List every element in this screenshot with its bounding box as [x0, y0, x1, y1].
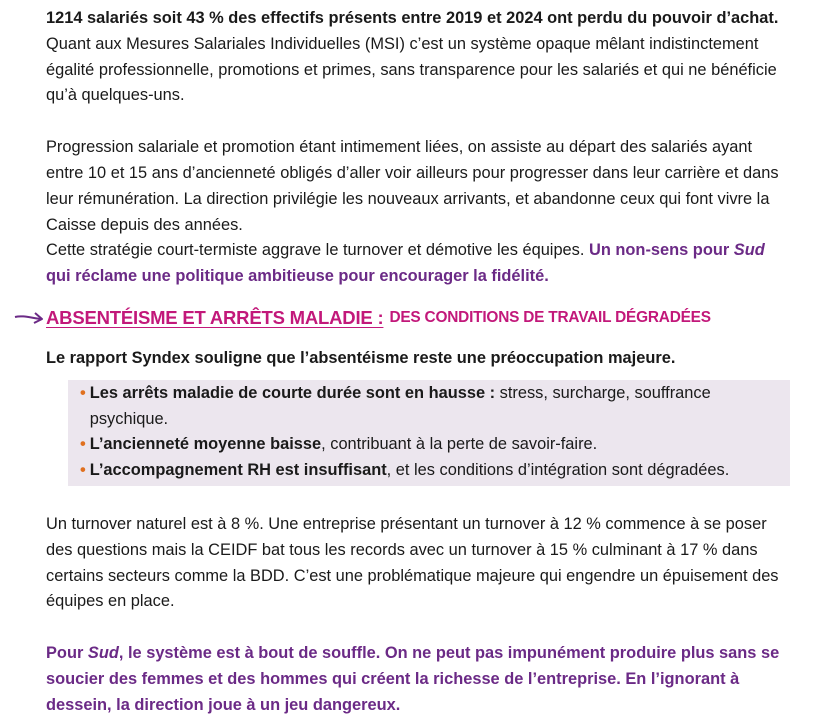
- bullet-icon: •: [80, 383, 86, 402]
- bullet-icon: •: [80, 461, 86, 480]
- bullet-icon: •: [80, 435, 86, 454]
- progression-text: Progression salariale et promotion étant intimement liées, on assiste au départ des salariés ayant entre 10 et 15 ans d’ancienneté obligés d’aller voir ailleurs pour progresser dans leur carrière et dans leur rémunération. La direction privilégie les nouveaux arrivants, et abandonne ceux qui font vivre la Caisse depuis des années.: [46, 138, 779, 234]
- sud-name: Sud: [87, 644, 119, 663]
- section-heading: [46, 304, 790, 332]
- paragraph-conclusion: Pour Sud, le système est à bout de souffle. On ne peut pas impunément produire plus sans se soucier des femmes et des hommes qui créent la richesse de l’entreprise. En l’ignorant à dessein, la direction joue à un jeu dangereux.: [46, 644, 780, 714]
- syndex-lead: Le rapport Syndex souligne que l’absentéisme reste une préoccupation majeure.: [46, 348, 676, 367]
- list-item: • L’accompagnement RH est insuffisant, et les conditions d’intégration sont dégradées.: [80, 458, 782, 484]
- bullet-box: [68, 380, 790, 486]
- list-item: • Les arrêts maladie de courte durée sont en hausse : stress, surcharge, souffrance psychique.: [80, 381, 782, 433]
- msi-text: Quant aux Mesures Salariales Individuelles (MSI) c’est un système opaque mêlant indistinctement égalité professionnelle, promotions et primes, sans transparence pour les salariés et qui ne bénéficie qu’à quelques-uns.: [46, 34, 777, 105]
- section-title: ABSENTÉISME ET ARRÊTS MALADIE :: [46, 307, 384, 329]
- list-item: • L’ancienneté moyenne baisse, contribuant à la perte de savoir-faire.: [80, 432, 782, 458]
- purchasing-power-statement: 1214 salariés soit 43 % des effectifs présents entre 2019 et 2024 ont perdu du pouvoir d’achat.: [46, 9, 779, 27]
- sud-statement: Un non-sens pour Sud qui réclame une politique ambitieuse pour encourager la fidélité.: [46, 241, 765, 286]
- paragraph-purchasing-power: [46, 6, 790, 109]
- arrow-right-icon: [14, 310, 44, 326]
- paragraph-salary-progression: [46, 135, 790, 290]
- section-subtitle: DES CONDITIONS DE TRAVAIL DÉGRADÉES: [389, 309, 711, 327]
- strategy-text: Cette stratégie court-termiste aggrave le turnover et démotive les équipes.: [46, 241, 585, 260]
- paragraph-turnover: Un turnover naturel est à 8 %. Une entreprise présentant un turnover à 12 % commence à se poser des questions mais la CEIDF bat tous les records avec un turnover à 15 % culminant à 17 % dans certains secteurs comme la BDD. C’est une problématique majeure qui engendre un épuisement des équipes en place.: [46, 514, 779, 611]
- sud-name: Sud: [733, 241, 765, 260]
